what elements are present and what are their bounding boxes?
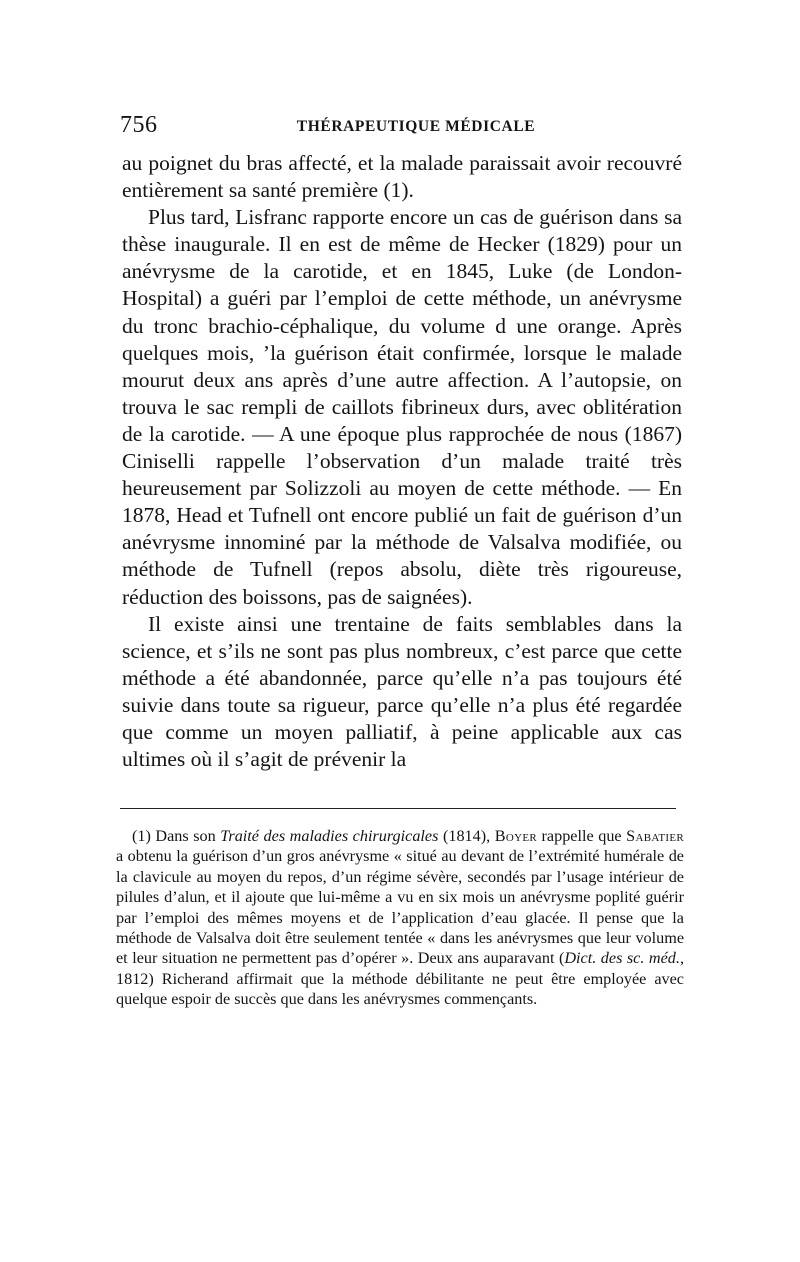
footnote-text-5: , 1812) Richerand affirmait que la méthode débilitante ne peut être employée avec quelque espoir de succès que dans les anévrysmes commençants.: [116, 949, 684, 1009]
paragraph-3: Il existe ainsi une trentaine de faits semblables dans la science, et s’ils ne sont pas plus nombreux, c’est parce que cette méthode a été abandonnée, parce qu’elle n’a pas toujours été suivie dans toute sa rigueur, parce qu’elle n’a plus été regardée que comme un moyen palliatif, à peine applicable aux cas ultimes où il s’agit de prévenir la: [122, 611, 682, 772]
main-text: [122, 150, 682, 773]
page-header: [120, 112, 682, 146]
footnote-author-boyer: Boyer: [494, 827, 537, 845]
footnote-reference-title: Dict. des sc. méd.: [564, 949, 680, 968]
running-title: THÉRAPEUTIQUE MÉDICALE: [296, 118, 536, 135]
footnote-paragraph: [116, 826, 684, 1010]
footnote-text-3: rappelle que: [536, 827, 627, 845]
footnote-divider: [120, 808, 676, 809]
footnote-author-sabatier: Sabatier: [626, 827, 685, 845]
footnote-text-4: a obtenu la guérison d’un gros anévrysme « situé au devant de l’extrémité humérale de la clavicule au moyen du repos, d’un régime sévère, secondés par l’usage intérieur de pilules d’alun, et il ajoute que lui-même a vu en six mois un anévrysme poplité guérir par l’emploi des mêmes moyens et de l’application d’eau glacée. Il pense que la méthode de Valsalva doit être seulement tentée « dans les anévrysmes que leur volume et leur situation ne permettent pas d’opérer ». Deux ans auparavant (: [116, 847, 684, 968]
footnote-book-title: Traité des maladies chirurgicales: [220, 827, 439, 845]
footnote-text-2: (1814),: [438, 827, 495, 845]
page-number: 756: [120, 112, 158, 138]
paragraph-1: au poignet du bras affecté, et la malade paraissait avoir recouvré entièrement sa santé première (1).: [122, 151, 682, 203]
footnote-text-1: (1) Dans son: [132, 827, 221, 845]
footnote: [116, 826, 684, 1010]
paragraph-2: Plus tard, Lisfranc rapporte encore un cas de guérison dans sa thèse inaugurale. Il en est de même de Hecker (1829) pour un anévrysme de la carotide, et en 1845, Luke (de London-Hospital) a guéri par l’emploi de cette méthode, un anévrysme du tronc brachio-céphalique, du volume d une orange. Après quelques mois, ’la guérison était confirmée, lorsque le malade mourut deux ans après d’une autre affection. A l’autopsie, on trouva le sac rempli de caillots fibrineux durs, avec oblitération de la carotide. — A une époque plus rapprochée de nous (1867) Ciniselli rappelle l’observation d’un malade traité très heureusement par Solizzoli au moyen de cette méthode. — En 1878, Head et Tufnell ont encore publié un fait de guérison d’un anévrysme innominé par la méthode de Valsalva modifiée, ou méthode de Tufnell (repos absolu, diète très rigoureuse, réduction des boissons, pas de saignées).: [122, 205, 682, 609]
